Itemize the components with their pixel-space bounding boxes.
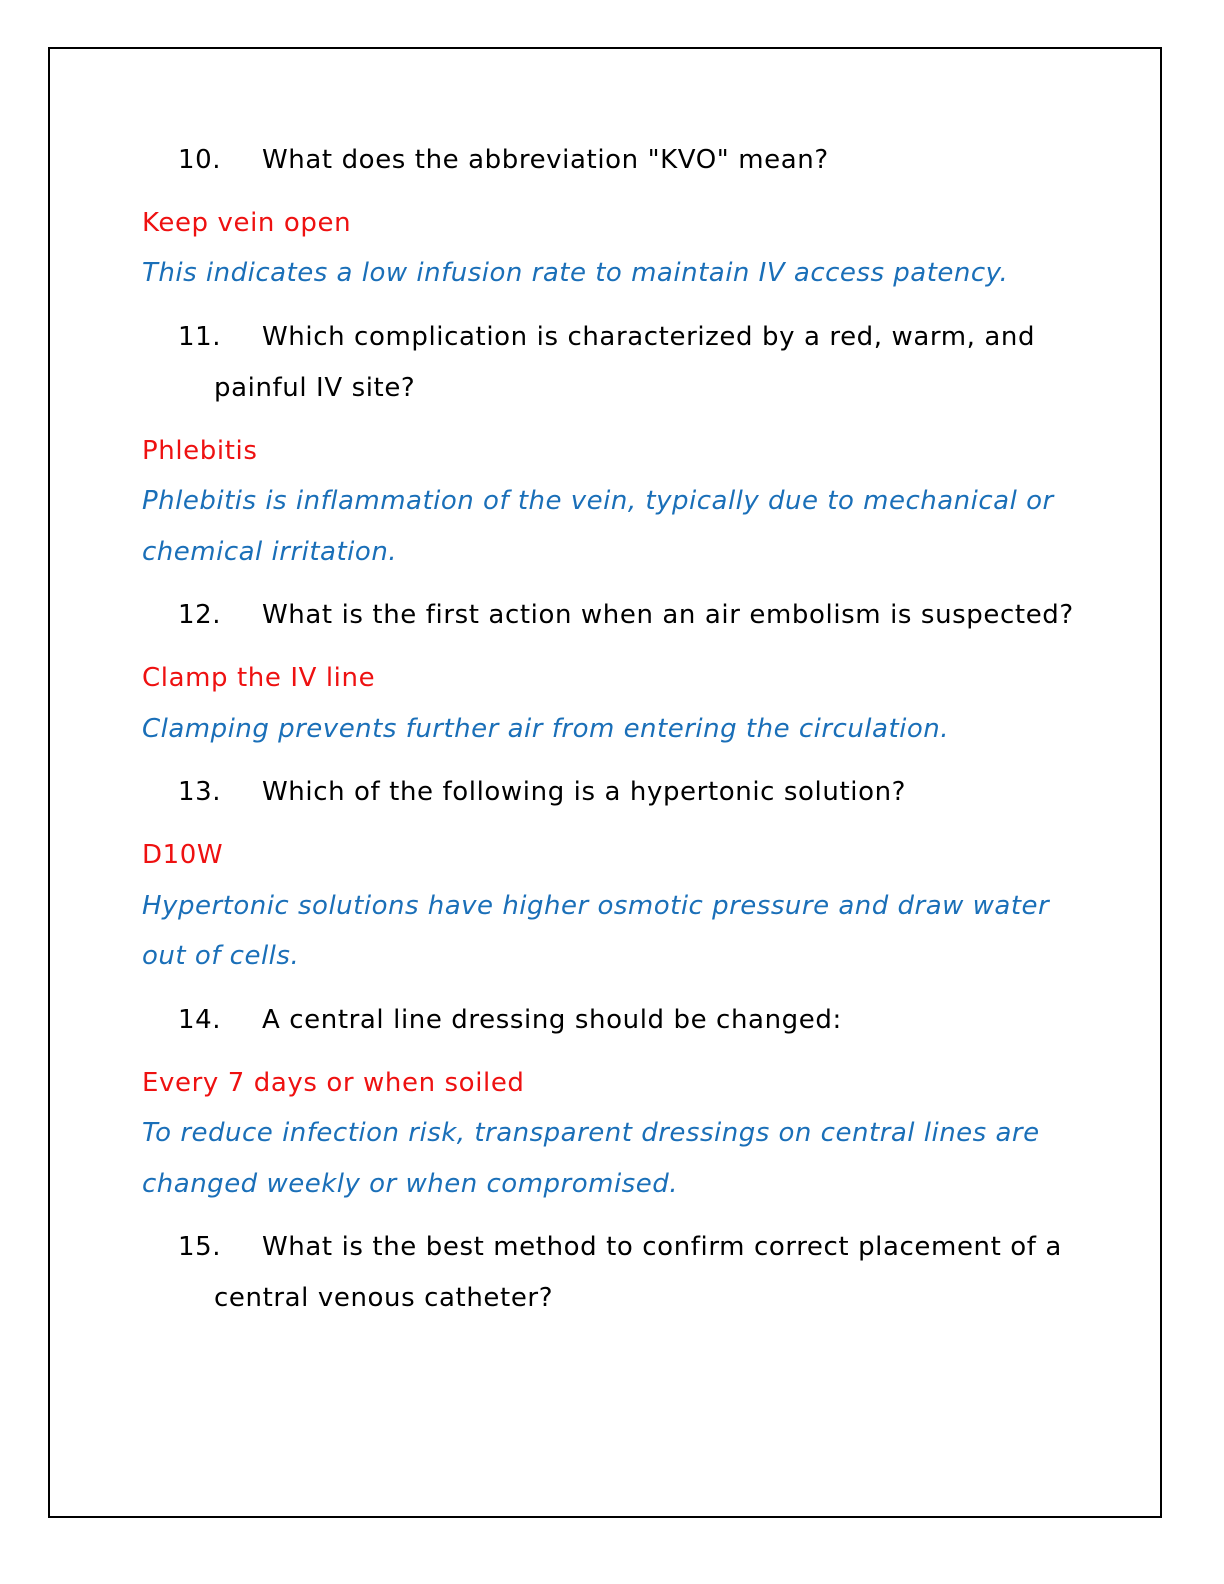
question-text-continued: painful IV site? xyxy=(214,373,416,403)
answer-13: D10W xyxy=(142,840,224,870)
question-text: Which of the following is a hypertonic solution? xyxy=(262,777,907,807)
question-text: What is the best method to confirm correct placement of a xyxy=(262,1232,1062,1262)
answer-11: Phlebitis xyxy=(142,436,258,466)
question-number: 10. xyxy=(178,145,222,175)
explanation-11: Phlebitis is inflammation of the vein, typically due to mechanical or xyxy=(142,486,1054,516)
question-number: 13. xyxy=(178,777,222,807)
answer-12: Clamp the IV line xyxy=(142,663,376,693)
answer-10: Keep vein open xyxy=(142,208,352,238)
explanation-12: Clamping prevents further air from entering the circulation. xyxy=(142,714,950,744)
question-text: A central line dressing should be changed: xyxy=(262,1005,842,1035)
explanation-13: Hypertonic solutions have higher osmotic pressure and draw water xyxy=(142,891,1050,921)
explanation-14-continued: changed weekly or when compromised. xyxy=(142,1169,678,1199)
answer-14: Every 7 days or when soiled xyxy=(142,1068,525,1098)
question-number: 11. xyxy=(178,322,222,352)
question-number: 15. xyxy=(178,1232,222,1262)
question-text: What is the first action when an air embolism is suspected? xyxy=(262,600,1074,630)
question-number: 14. xyxy=(178,1005,222,1035)
question-text: Which complication is characterized by a red, warm, and xyxy=(262,322,1036,352)
question-number: 12. xyxy=(178,600,222,630)
explanation-10: This indicates a low infusion rate to maintain IV access patency. xyxy=(142,258,1009,288)
explanation-11-continued: chemical irritation. xyxy=(142,537,398,567)
question-text-continued: central venous catheter? xyxy=(214,1283,554,1313)
explanation-13-continued: out of cells. xyxy=(142,941,300,971)
question-text: What does the abbreviation "KVO" mean? xyxy=(262,145,829,175)
explanation-14: To reduce infection risk, transparent dressings on central lines are xyxy=(142,1118,1040,1148)
